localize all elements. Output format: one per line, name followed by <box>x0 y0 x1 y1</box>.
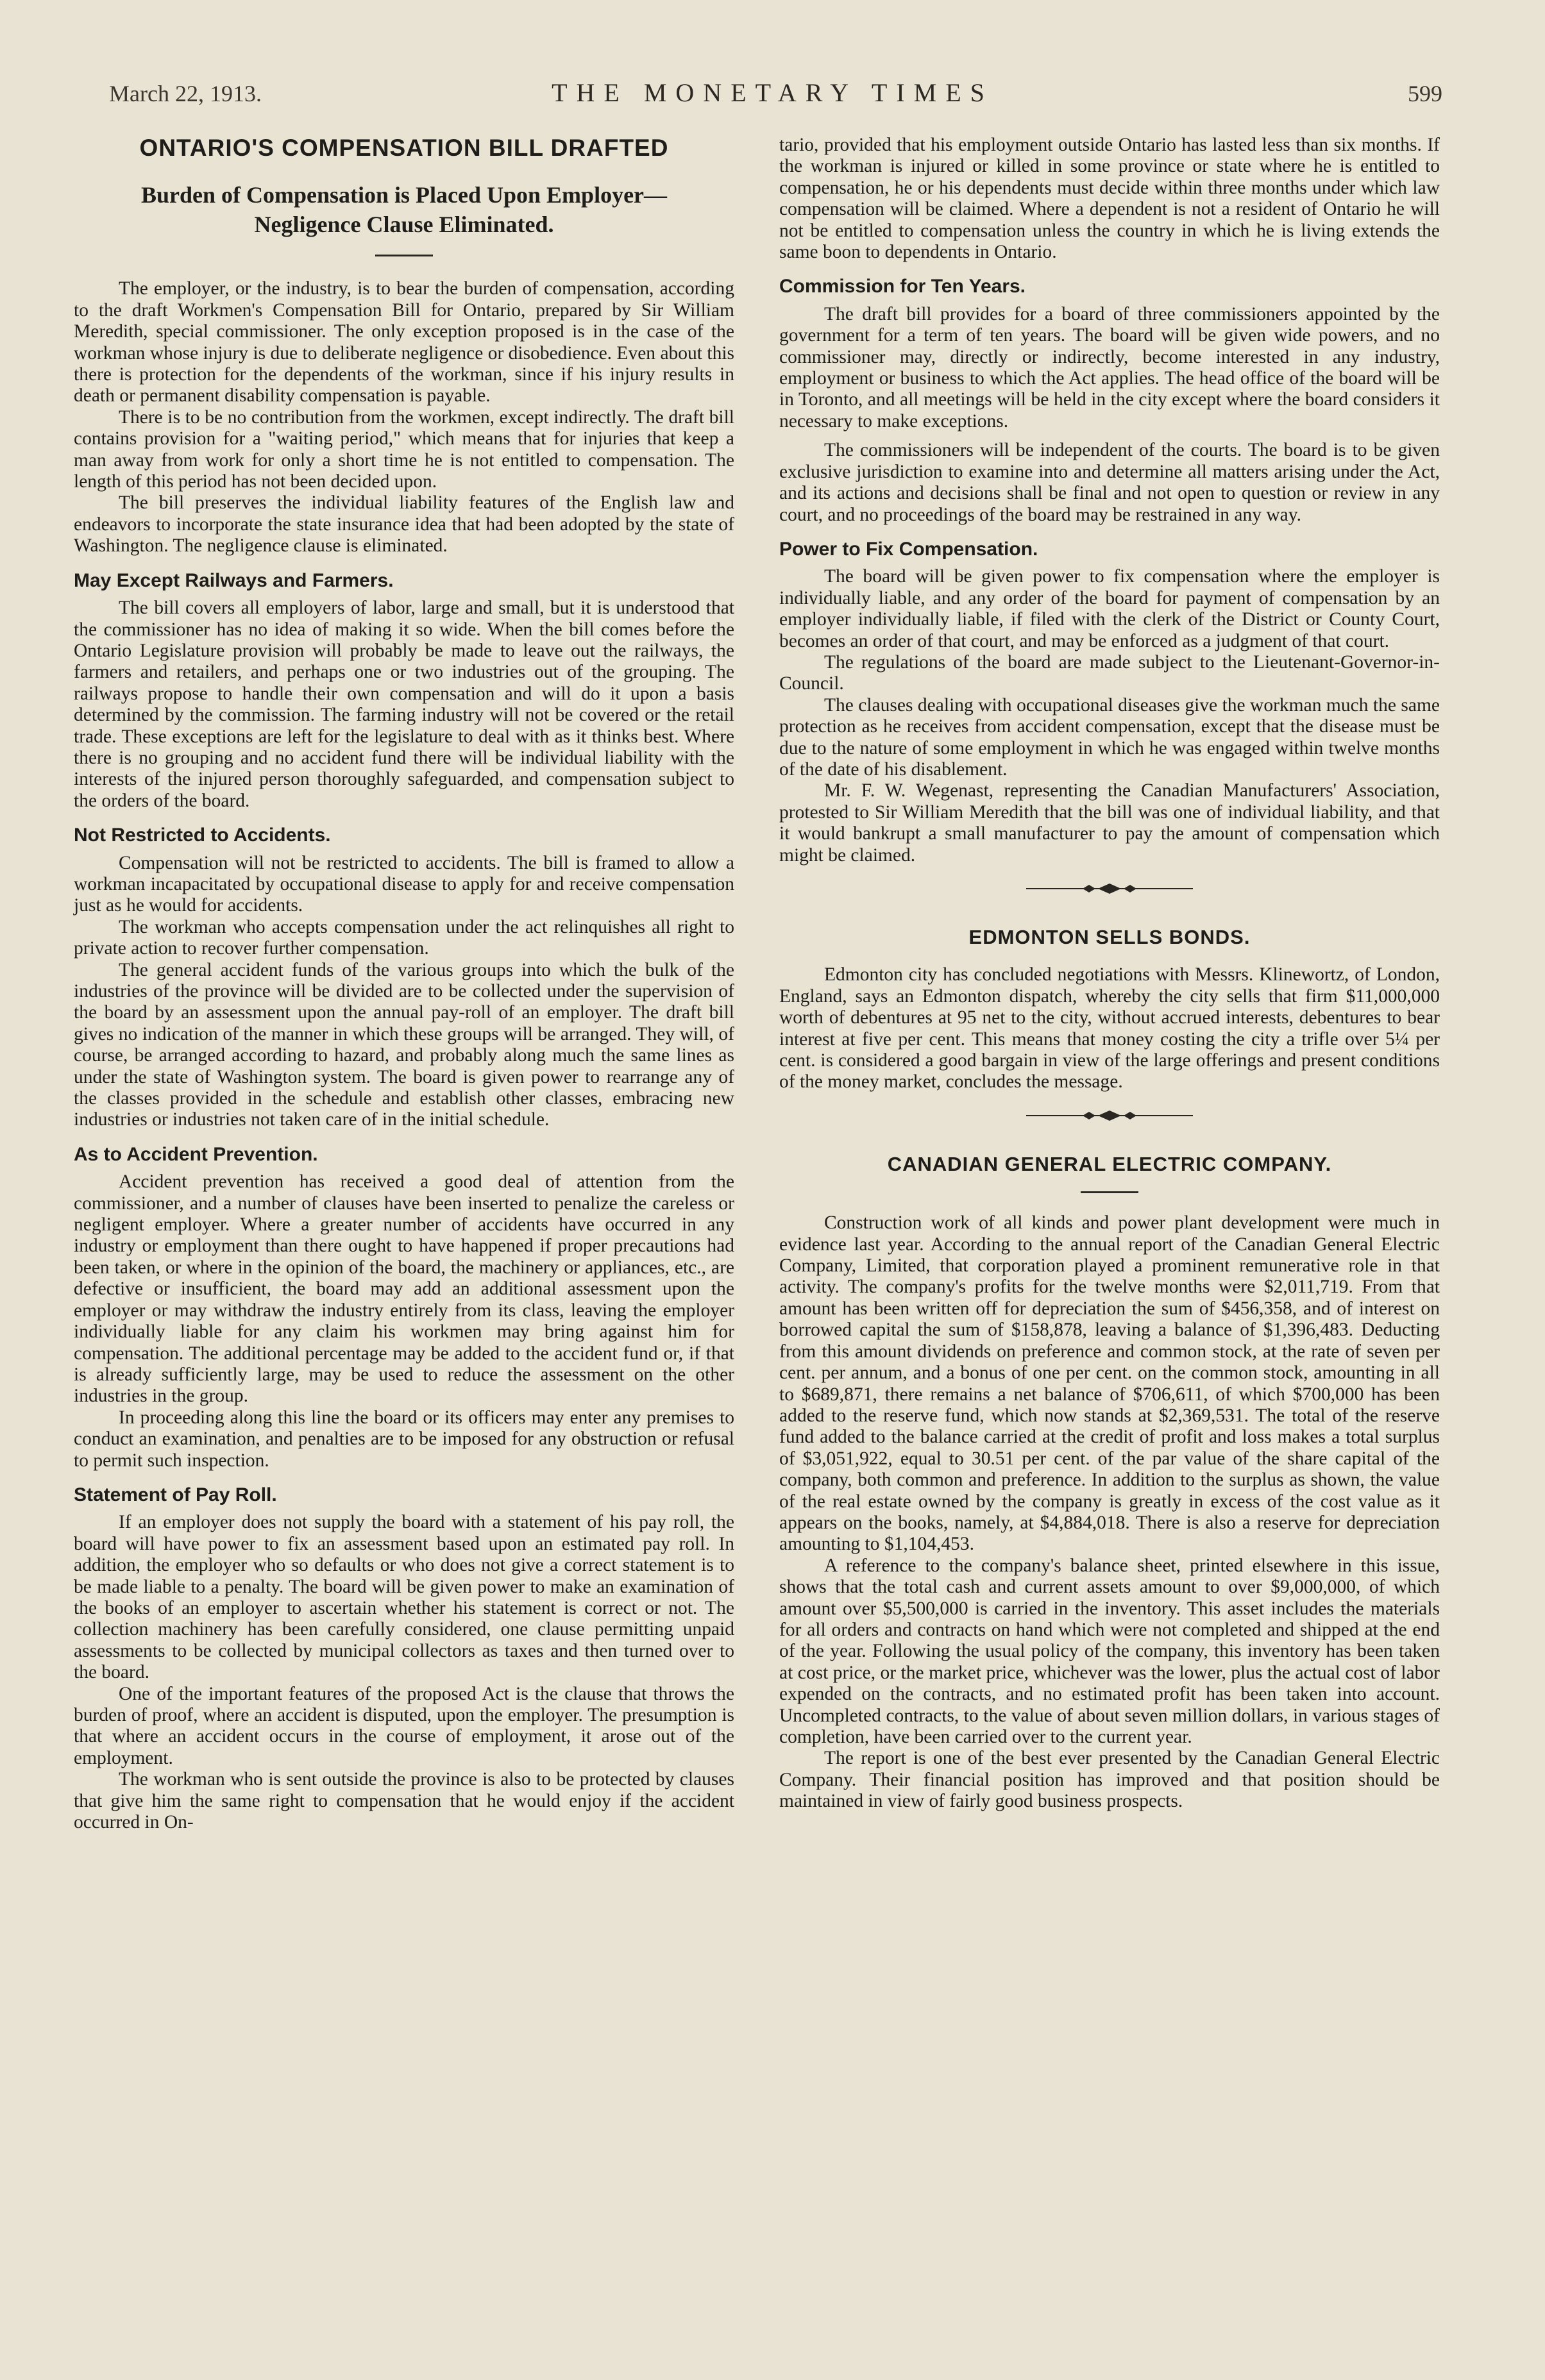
paragraph: One of the important features of the proposed Act is the clause that throws the burden of proof, where an accident is disputed, upon the employer. The presumption is that where an accident occurs in the course of employment, it arose out of the employment. <box>74 1683 734 1768</box>
paragraph: tario, provided that his employment outside Ontario has lasted less than six months. If the workman is injured or killed in some province or state where he is entitled to compensation, he or his dependents must decide within three months under which law compensation will be claimed. Where a dependent is not a resident of Ontario he will not be entitled to compensation unless the country in which he is living extends the same boon to dependents in Ontario. <box>779 135 1440 263</box>
paragraph: Mr. F. W. Wegenast, representing the Canadian Manufacturers' Association, protested to Sir William Meredith that the bill was one of individual liability, and that it would bankrupt a small manufacturer to pay the amount of compensation which might be claimed. <box>779 780 1440 866</box>
article-headline: ONTARIO'S COMPENSATION BILL DRAFTED <box>139 135 669 161</box>
paragraph: The board will be given power to fix compensation where the employer is individually liable, and any order of the board for payment of compensation by an employer individually liable, if filed with the clerk of the District or County Court, becomes an order of that court, and may be enforced as a judgment of that court. <box>779 566 1440 651</box>
paragraph: In proceeding along this line the board or its officers may enter any premises to conduct an examination, and penalties are to be imposed for any obstruction or refusal to permit such inspection. <box>74 1407 734 1471</box>
paragraph: Construction work of all kinds and power plant development were much in evidence last year. According to the annual report of the Canadian General Electric Company, Limited, that corporation played a prominent remunerative role in that activity. The company's profits for the twelve months were $2,011,719. From that amount has been written off for depreciation the sum of $456,358, and of interest on borrowed capital the sum of $158,878, leaving a balance of $1,396,483. Deducting from this amount dividends on preference and common stock, at the rate of seven per cent. per annum, and a bonus of one per cent. on the common stock, amounting in all to $689,871, there remains a net balance of $706,611, of which $700,000 has been added to the reserve fund, which now stands at $2,369,531. The total of the reserve fund added to the balance carried at the credit of profit and loss makes a total surplus of $3,051,922, equal to 30.51 per cent. of the par value of the share capital of the company, both common and preference. In addition to the surplus as shown, the value of the real estate owned by the company is greatly in excess of the cost value as it appears on the books, namely, at $4,884,018. There is also a reserve for depreciation amounting to $1,104,453. <box>779 1212 1440 1555</box>
article-deck <box>74 180 734 239</box>
paragraph: The bill preserves the individual liability features of the English law and endeavors to incorporate the state insurance idea that had been adopted by the state of Washington. The negligence clause is eliminated. <box>74 492 734 557</box>
left-column <box>74 135 734 1833</box>
paragraph: Compensation will not be restricted to accidents. The bill is framed to allow a workman incapacitated by occupational disease to apply for and receive compensation just as he would for accidents. <box>74 852 734 916</box>
paragraph: The draft bill provides for a board of three commissioners appointed by the government for a term of ten years. The board will be given wide powers, and no commissioner may, directly or indirectly, become interested in any industry, employment or business to which the Act applies. The head office of the board will be in Toronto, and all meetings will be held in the city except where the board considers it necessary to make exceptions. <box>779 303 1440 432</box>
section-heading: Statement of Pay Roll. <box>74 1484 277 1505</box>
running-head <box>71 80 1474 119</box>
issue-date: March 22, 1913. <box>109 81 262 106</box>
paragraph: The employer, or the industry, is to bear the burden of compensation, according to the draft Workmen's Compensation Bill for Ontario, prepared by Sir William Meredith, special commissioner. The only exception proposed is in the case of the workman whose injury is due to deliberate negligence or disobedience. Even about this there is protection for the dependents of the workman, since if his injury results in death or permanent disability compensation is payable. <box>74 278 734 406</box>
section-heading: Power to Fix Compensation. <box>779 538 1038 560</box>
paragraph: There is to be no contribution from the workmen, except indirectly. The draft bill contains provision for a "waiting period," which means that for injuries that keep a man away from work for only a short time he is not entitled to compensation. The length of this period has not been decided upon. <box>74 406 734 492</box>
deck-line: Negligence Clause Eliminated. <box>254 212 554 238</box>
section-heading: As to Accident Prevention. <box>74 1143 318 1165</box>
paragraph: If an employer does not supply the board with a statement of his pay roll, the board will have power to fix an assessment based upon an estimated pay roll. In addition, the employer who so defaults or who does not give a correct statement is to be made liable to a penalty. The board will be given power to make an examination of the books of an employer to ascertain whether his statement is correct or not. The collection machinery has been carefully considered, one clause permitting unpaid assessments to be collected by municipal collectors as taxes and then turned over to the board. <box>74 1512 734 1683</box>
deck-line: Burden of Compensation is Placed Upon Employer— <box>140 182 668 208</box>
paragraph: The clauses dealing with occupational diseases give the workman much the same protection as he receives from accident compensation, except that the disease must be due to the nature of some employment in which he was engaged within twelve months of the date of his disablement. <box>779 694 1440 780</box>
right-column <box>779 135 1440 1813</box>
paragraph: The general accident funds of the various groups into which the bulk of the industries of the province will be divided are to be collected under the supervision of the board by an assessment upon the annual pay-roll of an employer. The draft bill gives no indication of the manner in which these groups will be arranged. They will, of course, be arranged according to hazard, and probably along much the same lines as under the state of Washington system. The board is given power to rearrange any of the classes provided in the schedule and establish other classes, embracing new industries or industries not taken care of in the initial schedule. <box>74 959 734 1130</box>
edmonton-headline: EDMONTON SELLS BONDS. <box>968 926 1251 948</box>
ornament-divider-icon <box>1026 880 1193 897</box>
cge-headline: CANADIAN GENERAL ELECTRIC COMPANY. <box>887 1152 1332 1175</box>
page-number: 599 <box>1408 81 1442 106</box>
section-heading: May Except Railways and Farmers. <box>74 569 394 591</box>
paragraph: Edmonton city has concluded negotiations with Messrs. Klinewortz, of London, England, says an Edmonton dispatch, whereby the city sells that firm $11,000,000 worth of debentures at 95 net to the city, without accrued interests, debentures to bear interest at five per cent. This means that money costing the city a trifle over 5¼ per cent. is considered a good bargain in view of the large offerings and present conditions of the money market, concludes the message. <box>779 964 1440 1093</box>
paragraph: The workman who accepts compensation under the act relinquishes all right to private action to recover further compensation. <box>74 916 734 959</box>
section-heading: Not Restricted to Accidents. <box>74 825 331 846</box>
divider-rule <box>375 255 433 256</box>
paragraph: The report is one of the best ever presented by the Canadian General Electric Company. Their financial position has improved and that position should be maintained in view of fairly good business prospects. <box>779 1748 1440 1812</box>
paragraph: Accident prevention has received a good deal of attention from the commissioner, and a number of clauses have been inserted to penalize the careless or negligent employer. Where a greater number of accidents have occurred in any industry or employment than there ought to have happened if proper precautions had been taken, or where in the opinion of the board, the machinery or appliances, etc., are defective or insufficient, the board may add an additional assessment upon the employer or may withdraw the industry entirely from its class, leaving the employer individually liable for any claim his workmen may bring against him for compensation. The additional percentage may be added to the accident fund or, if that is already sufficiently large, may be used to reduce the assessment on the other industries in the group. <box>74 1171 734 1407</box>
paragraph: The regulations of the board are made subject to the Lieutenant-Governor-in-Council. <box>779 651 1440 694</box>
paragraph: The commissioners will be independent of the courts. The board is to be given exclusive jurisdiction to examine into and determine all matters arising under the Act, and its actions and decisions shall be final and not open to question or review in any court, and no proceedings of the board may be restrained in any way. <box>779 440 1440 525</box>
ornament-divider-icon <box>1026 1107 1193 1124</box>
paragraph: A reference to the company's balance sheet, printed elsewhere in this issue, shows that the total cash and current assets amount to over $9,000,000, of which amount over $5,500,000 is carried in the inventory. This asset includes the materials for all orders and contracts on hand which were not completed and shipped at the end of the year. Following the usual policy of the company, this inventory has been taken at cost price, or the market price, whichever was the lower, plus the actual cost of labor expended on the contracts, and no estimated profit has been taken into account. Uncompleted contracts, to the value of about seven million dollars, in various stages of completion, have been carried over to the current year. <box>779 1555 1440 1747</box>
divider-rule <box>1081 1191 1138 1193</box>
paragraph: The workman who is sent outside the province is also to be protected by clauses that give him the same right to compensation that he would enjoy if the accident occurred in On- <box>74 1769 734 1833</box>
section-heading: Commission for Ten Years. <box>779 276 1026 298</box>
paragraph: The bill covers all employers of labor, large and small, but it is understood that the commissioner has no idea of making it so wide. When the bill comes before the Ontario Legislature provision will probably be made to leave out the railways, the farmers and retailers, and perhaps one or two industries out of the grouping. The railways propose to handle their own compensation and will do it upon a basis determined by the commission. The farming industry will not be covered or the retail trade. These exceptions are left for the legislature to deal with as it thinks best. Where there is no grouping and no accident fund there will be individual liability with the interests of the injured person thoroughly safeguarded, and compensation subject to the orders of the board. <box>74 598 734 811</box>
publication-title: THE MONETARY TIMES <box>552 78 993 107</box>
